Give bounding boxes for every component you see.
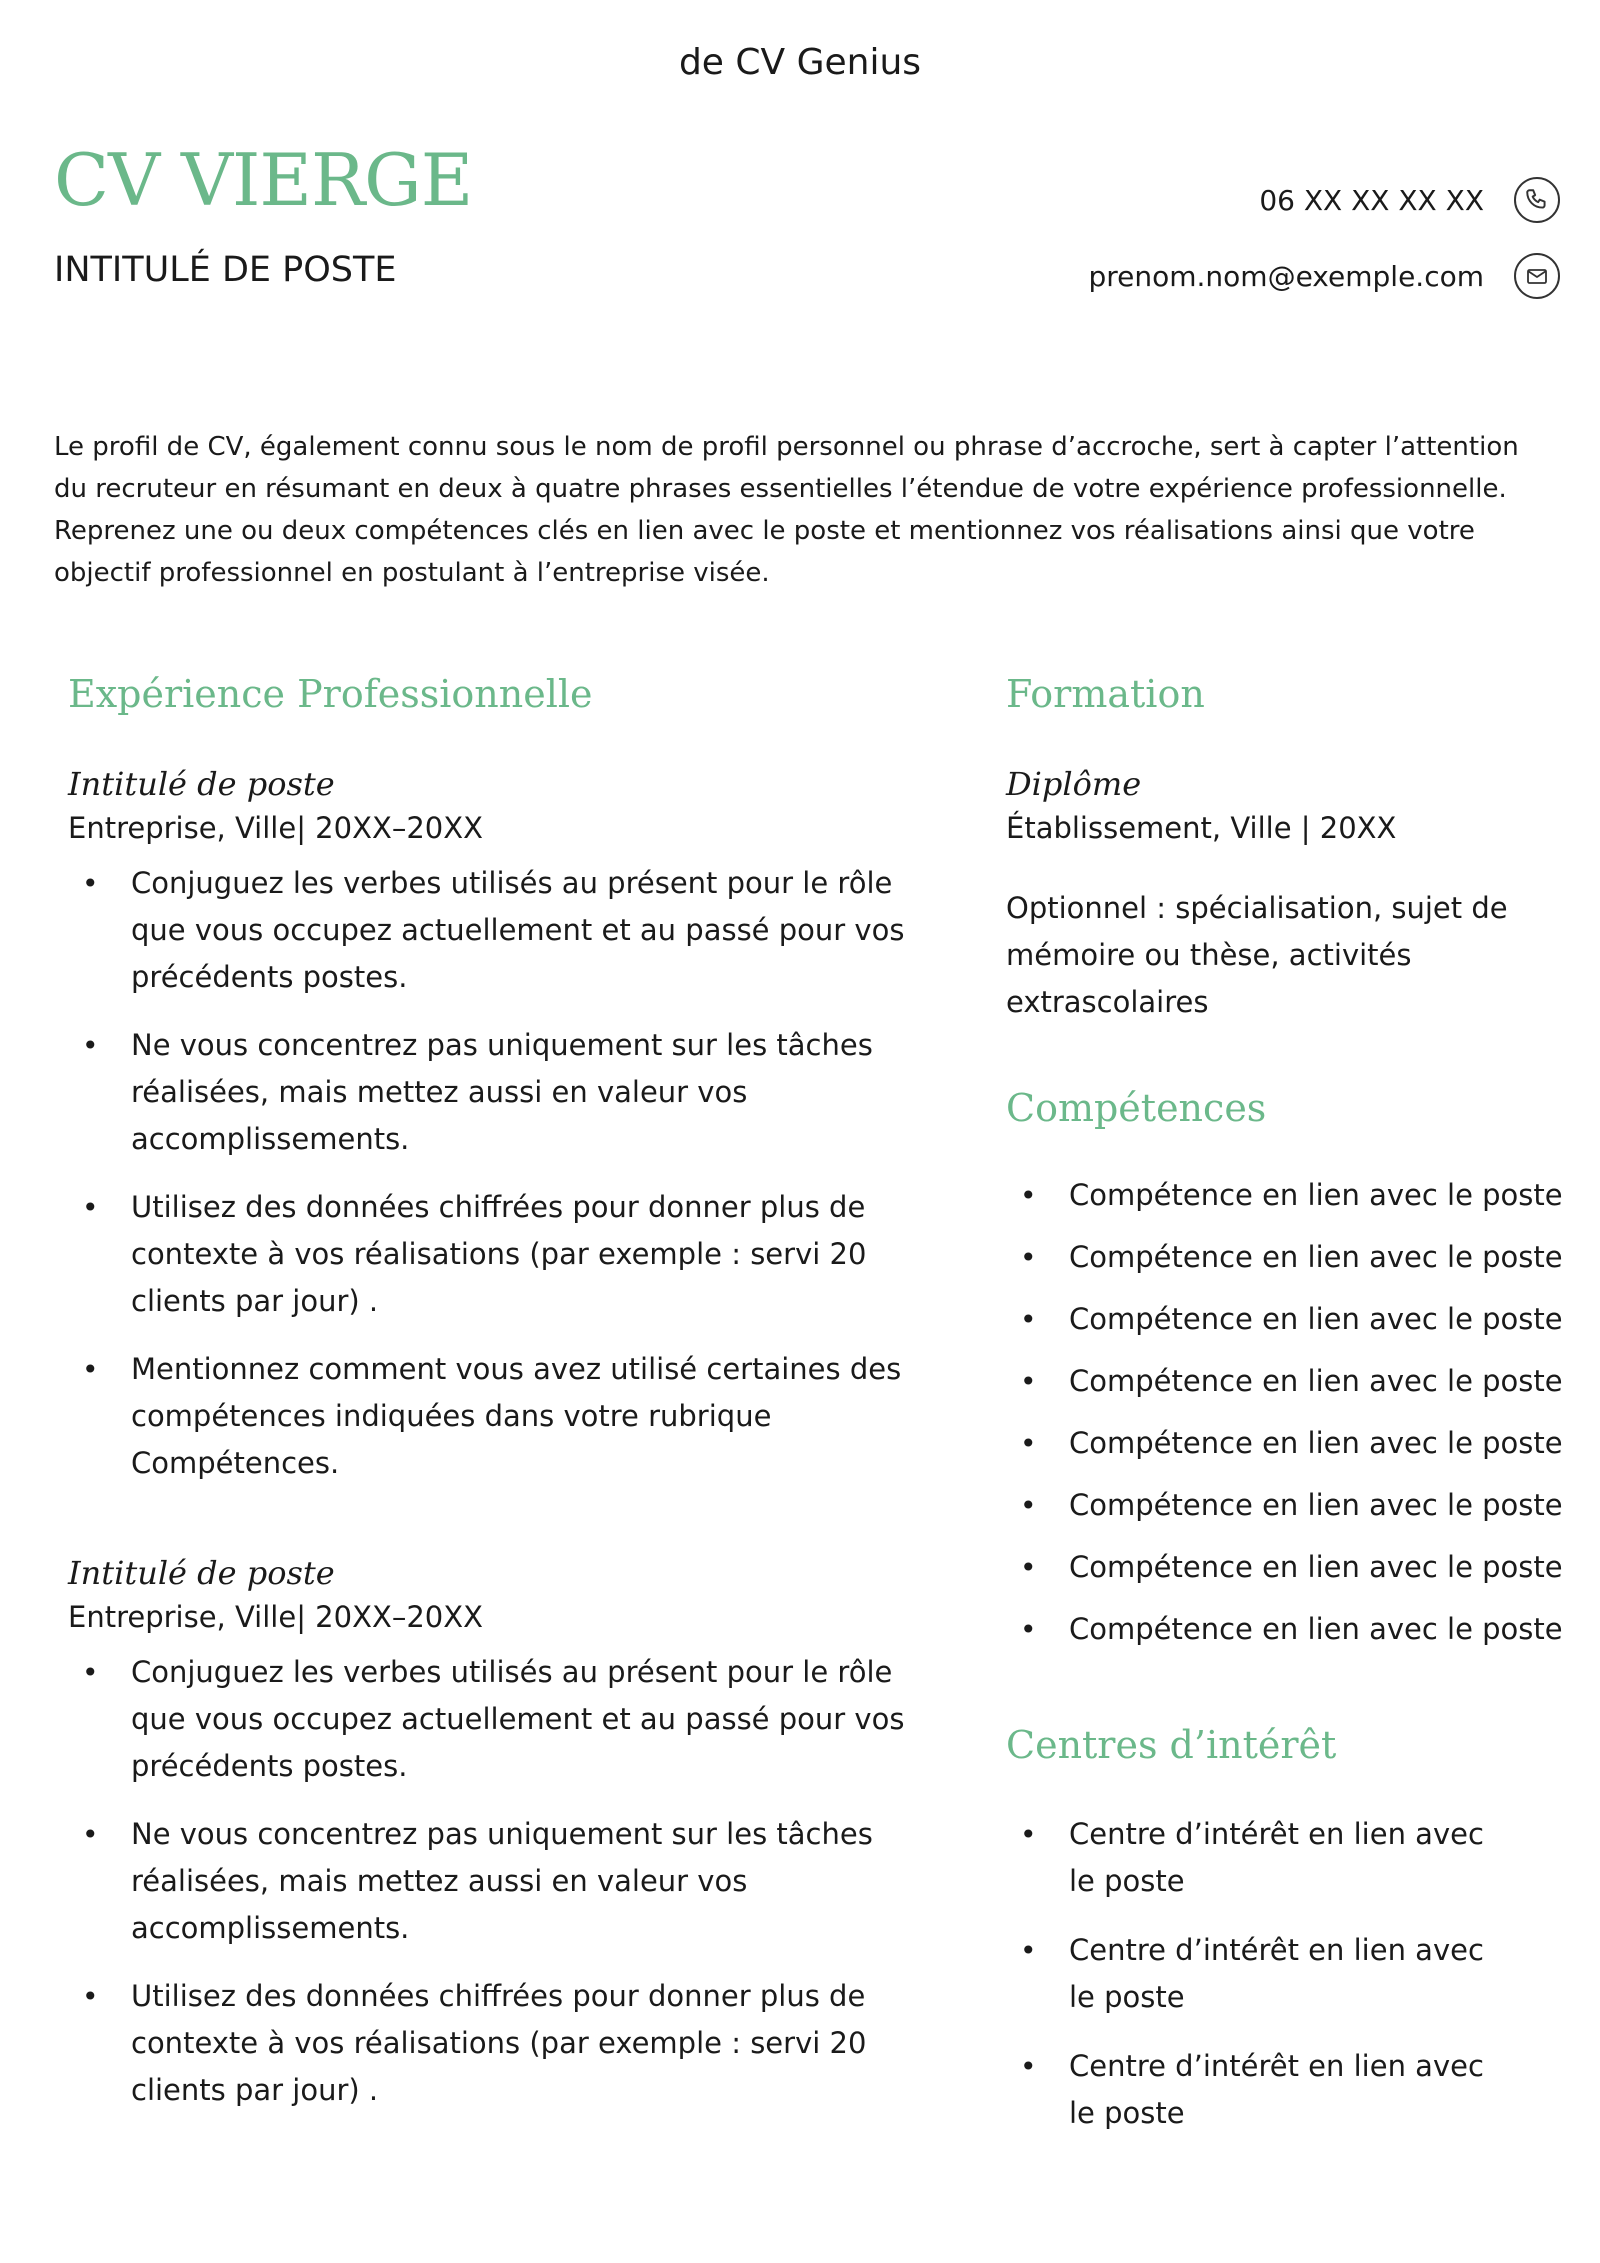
job-bullets	[68, 860, 938, 1487]
phone-icon	[1514, 177, 1560, 223]
list-item: • Compétence en lien avec le poste	[1006, 1172, 1566, 1219]
list-item: • Centre d’intérêt en lien avec le poste	[1006, 1927, 1506, 2021]
skills-list	[1006, 1172, 1566, 1653]
job-bullets	[68, 1649, 938, 2114]
profile-summary: Le profil de CV, également connu sous le nom de profil personnel ou phrase d’accroche, sert à capter l’attention du recruteur en résumant en deux à quatre phrases essentielles l’étendue de votre expérience professionnelle. Reprenez une ou deux compétences clés en lien avec le poste et mentionnez vos réalisations ainsi que votre objectif professionnel en postulant à l’entreprise visée.	[54, 432, 1519, 588]
skills-section-title: Compétences	[1006, 1086, 1267, 1130]
phone-number: 06 XX XX XX XX	[1259, 183, 1484, 217]
list-item: • Compétence en lien avec le poste	[1006, 1358, 1566, 1405]
list-item: • Utilisez des données chiffrées pour donner plus de contexte à vos réalisations (par exemple : servi 20 clients par jour) .	[68, 1184, 938, 1325]
job-company: Entreprise, Ville| 20XX–20XX	[68, 1600, 483, 1634]
job-entry	[68, 1550, 938, 2114]
list-item: • Conjuguez les verbes utilisés au présent pour le rôle que vous occupez actuellement et au passé pour vos précédents postes.	[68, 860, 938, 1001]
list-item: • Compétence en lien avec le poste	[1006, 1296, 1566, 1343]
contact-email	[1088, 250, 1560, 302]
list-item: • Compétence en lien avec le poste	[1006, 1482, 1566, 1529]
list-item: • Centre d’intérêt en lien avec le poste	[1006, 2043, 1506, 2137]
list-item: • Mentionnez comment vous avez utilisé certaines des compétences indiquées dans votre rubrique Compétences.	[68, 1346, 938, 1487]
list-item: • Compétence en lien avec le poste	[1006, 1606, 1566, 1653]
list-item: • Compétence en lien avec le poste	[1006, 1234, 1566, 1281]
list-item: • Compétence en lien avec le poste	[1006, 1544, 1566, 1591]
resume-name: CV VIERGE	[54, 138, 473, 222]
list-item: • Conjuguez les verbes utilisés au présent pour le rôle que vous occupez actuellement et au passé pour vos précédents postes.	[68, 1649, 938, 1790]
job-company: Entreprise, Ville| 20XX–20XX	[68, 811, 483, 845]
job-title: Intitulé de poste	[68, 1554, 335, 1592]
job-entry	[68, 761, 938, 1487]
education-section-title: Formation	[1006, 672, 1205, 716]
resume-job-title: INTITULÉ DE POSTE	[54, 250, 397, 290]
interests-list	[1006, 1811, 1506, 2137]
experience-column	[68, 668, 938, 2135]
school-info: Établissement, Ville | 20XX	[1006, 811, 1397, 845]
job-title: Intitulé de poste	[68, 765, 335, 803]
mail-icon	[1514, 253, 1560, 299]
experience-section-title: Expérience Professionnelle	[68, 672, 593, 716]
side-column	[1006, 668, 1566, 2159]
degree-title: Diplôme	[1006, 765, 1142, 803]
interests-section-title: Centres d’intérêt	[1006, 1723, 1337, 1767]
education-optional: Optionnel : spécialisation, sujet de mémoire ou thèse, activités extrascolaires	[1006, 891, 1508, 1019]
email-address: prenom.nom@exemple.com	[1088, 259, 1484, 293]
list-item: • Compétence en lien avec le poste	[1006, 1420, 1566, 1467]
contact-phone	[1259, 174, 1560, 226]
list-item: • Centre d’intérêt en lien avec le poste	[1006, 1811, 1506, 1905]
list-item: • Utilisez des données chiffrées pour donner plus de contexte à vos réalisations (par exemple : servi 20 clients par jour) .	[68, 1973, 938, 2114]
list-item: • Ne vous concentrez pas uniquement sur les tâches réalisées, mais mettez aussi en valeur vos accomplissements.	[68, 1022, 938, 1163]
list-item: • Ne vous concentrez pas uniquement sur les tâches réalisées, mais mettez aussi en valeur vos accomplissements.	[68, 1811, 938, 1952]
brand-header: de CV Genius	[678, 42, 922, 83]
